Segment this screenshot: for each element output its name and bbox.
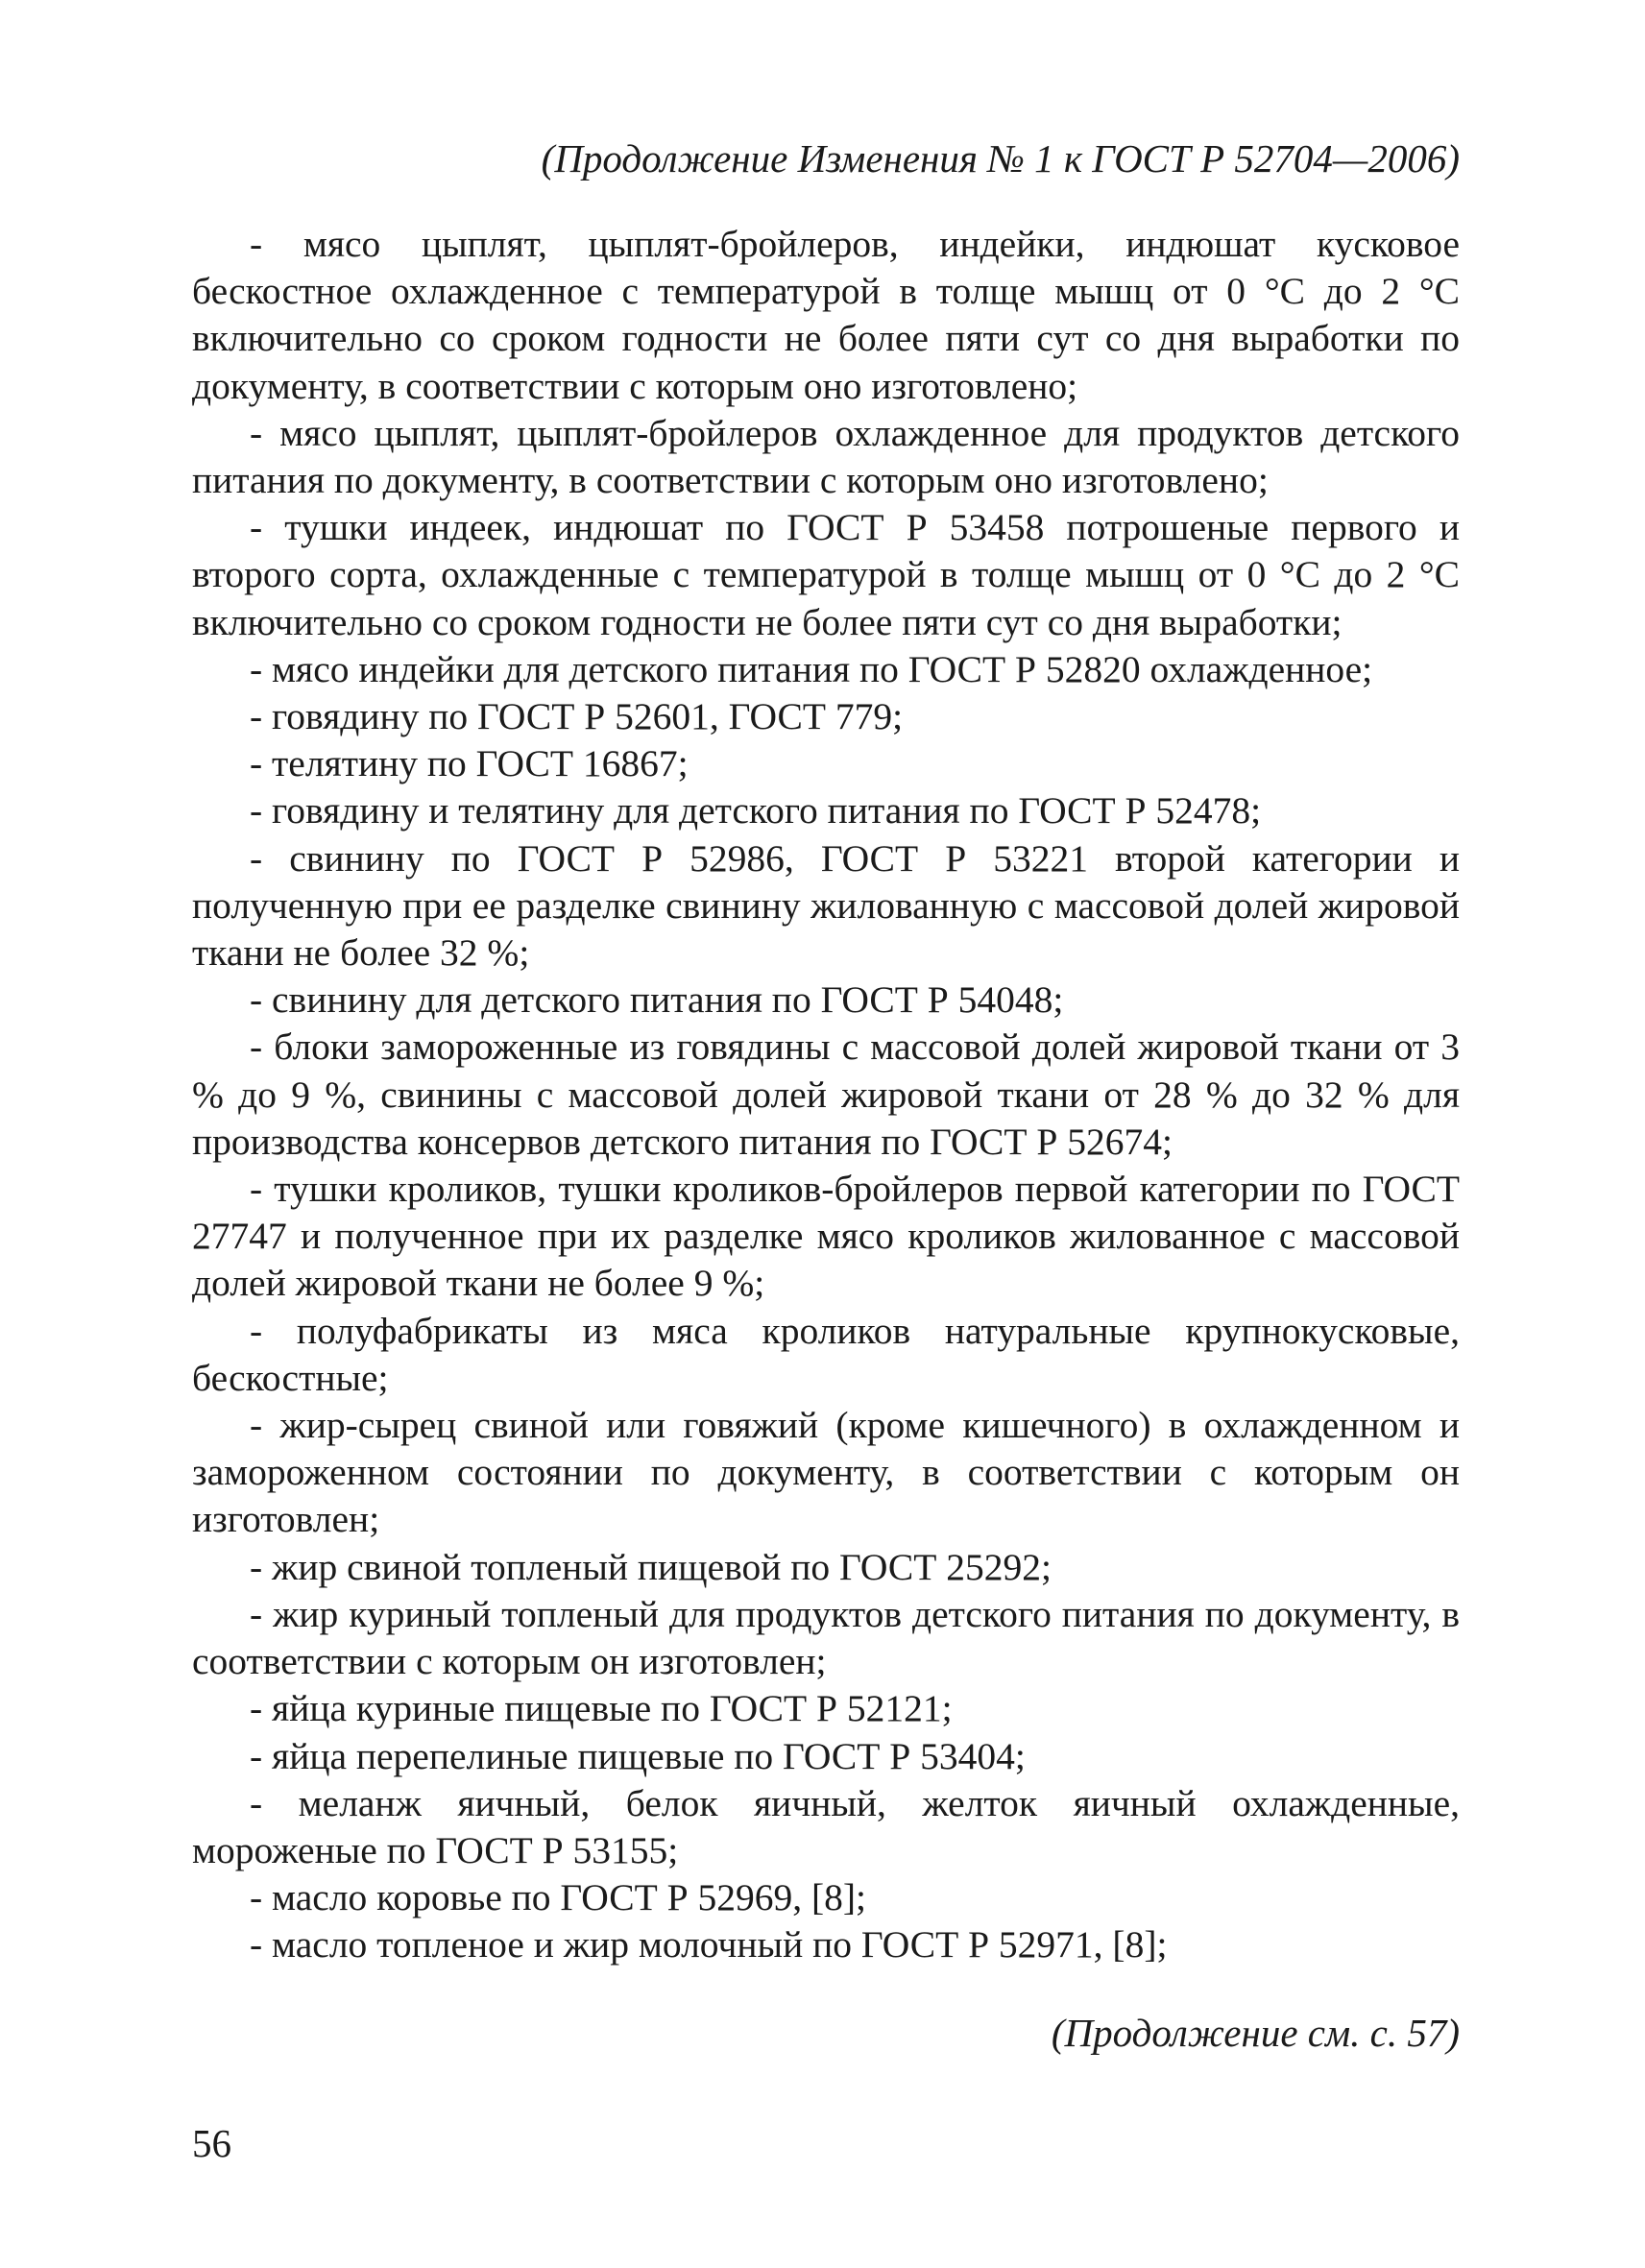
list-item: - тушки индеек, индюшат по ГОСТ Р 53458 потрошеные первого и второго сорта, охлажденные с температурой в толще мышц от 0 °С до 2 °С включительно со сроком годности не более пяти сут со дня выработки;	[192, 506, 1460, 643]
list-item: - мясо индейки для детского питания по ГОСТ Р 52820 охлажденное;	[250, 647, 1373, 690]
list-item: - мясо цыплят, цыплят-бройлеров охлажденное для продуктов детского питания по документу, в соответствии с которым оно изготовлено;	[192, 411, 1460, 502]
list-item: - меланж яичный, белок яичный, желток яичный охлажденные, мороженые по ГОСТ Р 53155;	[192, 1781, 1460, 1871]
list-item: - блоки замороженные из говядины с массовой долей жировой ткани от 3 % до 9 %, свинины с массовой долей жировой ткани от 28 % до 32 % для производства консервов детского питания по ГОСТ Р 52674;	[192, 1025, 1460, 1163]
list-item: - свинину по ГОСТ Р 52986, ГОСТ Р 53221 второй категории и полученную при ее разделке свинину жилованную с массовой долей жировой ткани не более 32 %;	[192, 836, 1460, 975]
list-item: - телятину по ГОСТ 16867;	[250, 742, 689, 785]
list-item: - яйца перепелиные пищевые по ГОСТ Р 53404;	[250, 1734, 1026, 1777]
list-item: - говядину по ГОСТ Р 52601, ГОСТ 779;	[250, 695, 904, 738]
list-item: - полуфабрикаты из мяса кроликов натуральные крупнокусковые, бескостные;	[192, 1309, 1460, 1399]
list-item: - жир свиной топленый пищевой по ГОСТ 25292;	[250, 1545, 1052, 1588]
list-item: - тушки кроликов, тушки кроликов-бройлеров первой категории по ГОСТ 27747 и полученное при их разделке мясо кроликов жилованное с массовой долей жировой ткани не более 9 %;	[192, 1168, 1460, 1305]
list-item: - масло коровье по ГОСТ Р 52969, [8];	[250, 1876, 867, 1919]
list-item: - масло топленое и жир молочный по ГОСТ Р 52971, [8];	[250, 1923, 1168, 1966]
page-number: 56	[192, 2121, 231, 2165]
list-item: - свинину для детского питания по ГОСТ Р 54048;	[250, 978, 1064, 1022]
list-item: - жир-сырец свиной или говяжий (кроме кишечного) в охлажденном и замороженном состоянии по документу, в соответствии с которым он изготовлен;	[192, 1404, 1460, 1541]
list-item: - говядину и телятину для детского питания по ГОСТ Р 52478;	[250, 789, 1262, 832]
list-item: - яйца куриные пищевые по ГОСТ Р 52121;	[250, 1687, 953, 1730]
list-item: - мясо цыплят, цыплят-бройлеров, индейки, индюшат кусковое бескостное охлажденное с температурой в толще мышц от 0 °С до 2 °С включительно со сроком годности не более пяти сут со дня выработки по документу, в соответствии с которым оно изготовлено;	[192, 223, 1460, 407]
ingredient-list	[192, 221, 1460, 1969]
continuation-footer: (Продолжение см. с. 57)	[1051, 2011, 1460, 2055]
list-item: - жир куриный топленый для продуктов детского питания по документу, в соответствии с которым он изготовлен;	[192, 1592, 1460, 1683]
continuation-header: (Продолжение Изменения № 1 к ГОСТ Р 52704—2006)	[541, 136, 1460, 181]
